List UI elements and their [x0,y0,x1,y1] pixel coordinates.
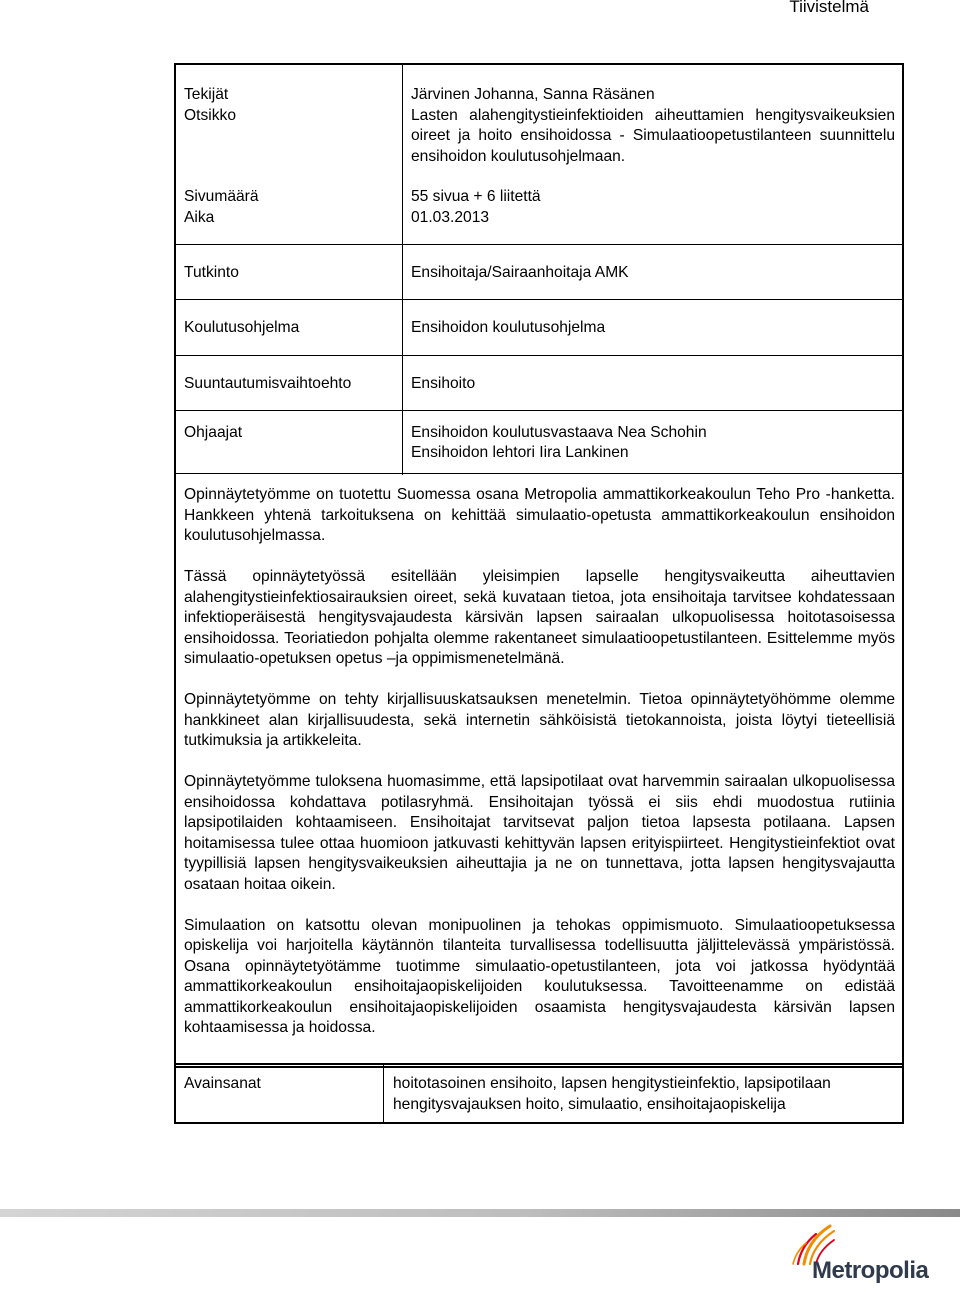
page-header-title: Tiivistelmä [789,0,869,16]
keywords-line: hengitysvajauksen hoito, simulaatio, ensihoitajaopiskelija [393,1095,786,1113]
row-divider [176,410,902,411]
abstract-body [184,485,895,1059]
keywords-value [393,1074,893,1115]
programme-value: Ensihoidon koulutusohjelma [411,319,606,336]
supervisor-1: Ensihoidon koulutusvastaava Nea Schohin [411,423,707,441]
pages-label: Sivumäärä [184,188,259,205]
supervisor-2: Ensihoidon lehtori Iira Lankinen [411,444,629,461]
specialisation-value: Ensihoito [411,375,476,392]
date-label: Aika [184,208,215,226]
keywords-table [174,1063,904,1124]
date-value: 01.03.2013 [411,208,490,226]
specialisation-label: Suuntautumisvaihtoehto [184,375,352,392]
supervisors-label: Ohjaajat [184,423,243,441]
row-divider [176,473,902,474]
keywords-line: hoitotasoinen ensihoito, lapsen hengitystieinfektio, lapsipotilaan [393,1075,831,1092]
pages-value: 55 sivua + 6 liitettä [411,188,541,205]
keywords-divider [383,1065,384,1122]
row-divider [176,244,902,245]
degree-value: Ensihoitaja/Sairaanhoitaja AMK [411,264,629,281]
logo-wordmark: Metropolia [812,1257,929,1284]
row-divider [176,355,902,356]
title-label: Otsikko [184,106,236,124]
column-divider [402,65,403,475]
abstract-paragraph: Simulaation on katsottu olevan monipuolinen ja tehokas oppimismuoto. Simulaatioopetuksessa opiskelija voi harjoitella käytännön tilanteita turvallisessa todellisuutta jäljittelevässä ympäristössä. Osana opinnäytetyötämme tuotimme simulaatio-opetustilanteen, jota voi jatkossa hyödyntää ammattikorkeakoulun ensihoitajaopiskelijoiden koulutuksessa. Tavoitteenamme on edistää ammattikorkeakoulun ensihoitajaopiskelijoiden osaamista hengitysvajaudesta kärsivän lapsen kohtaamisessa ja hoidossa. [184,916,895,1036]
abstract-paragraph: Opinnäytetyömme on tehty kirjallisuuskatsauksen menetelmin. Tietoa opinnäytetyöhömme olemme hankkineet alan kirjallisuudesta, sekä internetin sähköisistä tietokannoista, joista löytyi tieteellisiä tutkimuksia ja artikkeleita. [184,691,895,749]
row-divider [176,299,902,300]
authors-value: Järvinen Johanna, Sanna Räsänen [411,86,655,103]
title-value: Lasten alahengitystieinfektioiden aiheuttamien hengitysvaikeuksien oireet ja hoito ensihoidossa - Simulaatioopetustilanteen suunnittelu ensihoidon koulutusohjelmaan. [411,106,895,165]
abstract-paragraph: Opinnäytetyömme on tuotettu Suomessa osana Metropolia ammattikorkeakoulun Teho Pro -hanketta. Hankkeen yhtenä tarkoituksena on kehittää simulaatio-opetusta ammattikorkeakoulun ensihoidon koulutusohjelmassa. [184,486,895,544]
abstract-paragraph: Opinnäytetyömme tuloksena huomasimme, että lapsipotilaat ovat harvemmin sairaalan ulkopuolisessa ensihoidossa kohdattava potilasryhmä. Ensihoitajan työssä ei siis ehdi muodostua rutiinia lapsipotilaiden kohtaamiseen. Ensihoitajat tarvitsevat paljon tietoa lapsesta potilaana. Lapsen hoitamisessa tulee ottaa huomioon jatkuvasti kehittyvän lapsen erityispiirteet. Hengitystieinfektiot ovat tyypillisiä lapsen hengitysvaikeuksien aiheuttajia ja ne on tunnettava, jotta lapsen hengitysvajautta osataan hoitaa oikein. [184,773,895,893]
keywords-label: Avainsanat [184,1075,261,1092]
degree-label: Tutkinto [184,264,239,281]
metropolia-logo [790,1220,930,1295]
abstract-table [174,63,904,1068]
footer-rule [0,1209,960,1217]
programme-label: Koulutusohjelma [184,319,300,336]
abstract-paragraph: Tässä opinnäytetyössä esitellään yleisimpien lapselle hengitysvaikeutta aiheuttavien alahengitystieinfektiosairauksien oireet, sekä kuvataan tietoa, jota ensihoitaja tarvitsee kohdatessaan infektioperäisestä hengitysvajaudesta kärsivän lapsen sairaalan ulkopuolisessa hoitotasoisessa ensihoidossa. Teoriatiedon pohjalta olemme rakentaneet simulaatioopetustilanteen. Esittelemme myös simulaatio-opetuksen opetus –ja oppimismenetelmänä. [184,568,895,667]
authors-label: Tekijät [184,86,229,103]
